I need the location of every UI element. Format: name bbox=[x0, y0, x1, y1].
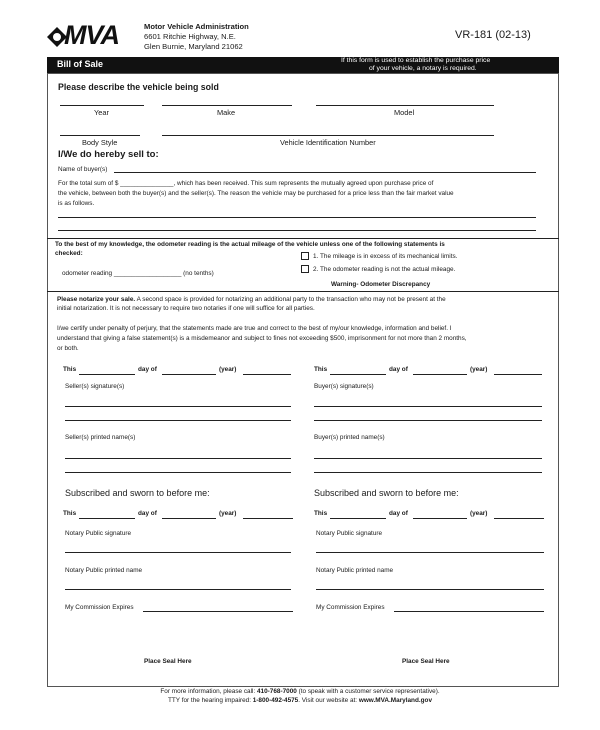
footer-website-link[interactable]: www.MVA.Maryland.gov bbox=[358, 697, 433, 704]
notary-note-line1: If this form is used to establish the purchase price bbox=[341, 57, 491, 64]
year-label: Year bbox=[94, 108, 109, 117]
seller-date-day-field[interactable] bbox=[79, 374, 135, 375]
footer-call-suffix: (to speak with a customer service representative). bbox=[296, 688, 440, 695]
agency-address-line1: 6601 Ritchie Highway, N.E. bbox=[144, 32, 236, 41]
left-notary-date-row bbox=[63, 510, 298, 522]
seller-date-month-field[interactable] bbox=[162, 374, 216, 375]
buyer-date-this: This bbox=[314, 366, 328, 373]
seller-signature-field-2[interactable] bbox=[65, 420, 291, 421]
seller-printed-field-1[interactable] bbox=[65, 458, 291, 459]
seller-date-this: This bbox=[63, 366, 77, 373]
model-field[interactable] bbox=[316, 105, 494, 106]
vin-label: Vehicle Identification Number bbox=[280, 138, 376, 147]
footer-line1 bbox=[0, 688, 600, 695]
buyer-printed-field-1[interactable] bbox=[314, 458, 542, 459]
sum-text-line1: For the total sum of $ _______________, which has been received. This sum represents the mutually agreed upon purchase price of bbox=[58, 180, 434, 187]
buyer-name-field[interactable] bbox=[114, 172, 536, 173]
left-notary-printed-label: Notary Public printed name bbox=[65, 567, 143, 574]
notary-section-divider bbox=[47, 291, 559, 292]
left-notary-signature-label: Notary Public signature bbox=[65, 530, 132, 537]
reason-field-1[interactable] bbox=[58, 217, 536, 218]
buyer-printed-label: Buyer(s) printed name(s) bbox=[314, 434, 385, 441]
buyer-name-label: Name of buyer(s) bbox=[58, 166, 108, 173]
left-notary-year-field[interactable] bbox=[243, 518, 293, 519]
right-notary-year-field[interactable] bbox=[494, 518, 544, 519]
odometer-statement-line2: checked: bbox=[55, 250, 83, 257]
vehicle-heading: Please describe the vehicle being sold bbox=[58, 82, 219, 92]
buyer-signature-field-1[interactable] bbox=[314, 406, 542, 407]
left-notary-day-of: day of bbox=[138, 510, 157, 517]
right-commission-label: My Commission Expires bbox=[316, 604, 385, 611]
sell-to-heading: I/We do hereby sell to: bbox=[58, 149, 159, 160]
notarize-intro-line1 bbox=[57, 296, 446, 303]
make-label: Make bbox=[217, 108, 236, 117]
right-notary-date-this: This bbox=[314, 510, 328, 517]
sum-text-line3: is as follows. bbox=[58, 200, 95, 207]
left-notary-day-field[interactable] bbox=[79, 518, 135, 519]
seller-date-row bbox=[63, 366, 293, 378]
certify-line2: understand that giving a false statement(s) is a misdemeanor and subject to fines not exceeding $500, imprisonment for not more than 2 months, bbox=[57, 335, 467, 342]
form-border bbox=[47, 73, 559, 687]
buyer-date-year-field[interactable] bbox=[494, 374, 542, 375]
seller-date-year: (year) bbox=[219, 366, 237, 373]
right-notary-year: (year) bbox=[470, 510, 488, 517]
buyer-date-day-field[interactable] bbox=[330, 374, 386, 375]
seller-signature-field-1[interactable] bbox=[65, 406, 291, 407]
footer-website-text: . Visit our website at: bbox=[298, 697, 359, 704]
footer-tty-text: TTY for the hearing impaired: bbox=[167, 697, 253, 704]
footer-phone[interactable]: 410-768-7000 bbox=[257, 688, 297, 695]
right-sworn-label: Subscribed and sworn to before me: bbox=[314, 488, 459, 498]
seller-date-day-of: day of bbox=[138, 366, 157, 373]
odometer-warning: Warning- Odometer Discrepancy bbox=[331, 281, 431, 288]
left-notary-printed-field[interactable] bbox=[65, 589, 291, 590]
model-label: Model bbox=[394, 108, 415, 117]
agency-name: Motor Vehicle Administration bbox=[144, 22, 249, 31]
right-commission-field[interactable] bbox=[394, 611, 544, 612]
body-style-label: Body Style bbox=[82, 138, 118, 147]
right-notary-month-field[interactable] bbox=[413, 518, 467, 519]
left-seal-label: Place Seal Here bbox=[144, 658, 192, 665]
year-field[interactable] bbox=[60, 105, 144, 106]
footer-line2 bbox=[0, 697, 600, 704]
left-notary-year: (year) bbox=[219, 510, 237, 517]
title-bar bbox=[47, 57, 559, 73]
left-notary-signature-field[interactable] bbox=[65, 552, 291, 553]
seller-signature-label: Seller(s) signature(s) bbox=[65, 383, 125, 390]
sum-text-line2: the vehicle, between both the buyer(s) and the seller(s). The reason the vehicle may be purchased for a price less than the fair market value bbox=[58, 190, 454, 197]
left-commission-label: My Commission Expires bbox=[65, 604, 134, 611]
buyer-date-month-field[interactable] bbox=[413, 374, 467, 375]
agency-address-line2: Glen Burnie, Maryland 21062 bbox=[144, 42, 243, 51]
buyer-signature-label: Buyer(s) signature(s) bbox=[314, 383, 374, 390]
seller-date-year-field[interactable] bbox=[243, 374, 291, 375]
notary-note-line2: of your vehicle, a notary is required. bbox=[369, 65, 477, 72]
certify-line1: I/we certify under penalty of perjury, that the statements made are true and correct to the best of my/our knowledge, information and belief. I bbox=[57, 325, 452, 332]
right-notary-day-of: day of bbox=[389, 510, 408, 517]
make-field[interactable] bbox=[162, 105, 292, 106]
right-notary-date-row bbox=[314, 510, 549, 522]
notarize-intro-text: A second space is provided for notarizing an additional party to the transaction who may not be present at the bbox=[135, 296, 446, 303]
right-notary-printed-field[interactable] bbox=[316, 589, 544, 590]
footer-tty[interactable]: 1-800-492-4575 bbox=[252, 697, 299, 704]
left-notary-date-this: This bbox=[63, 510, 77, 517]
odometer-section-divider bbox=[47, 238, 559, 239]
odometer-statement-line1: To the best of my knowledge, the odometer reading is the actual mileage of the vehicle unless one of the following statements is bbox=[55, 241, 445, 248]
reason-field-2[interactable] bbox=[58, 230, 536, 231]
footer-call-text: For more information, please call: bbox=[160, 688, 257, 695]
odometer-reading-label: odometer reading ___________________ (no tenths) bbox=[62, 270, 214, 277]
buyer-printed-field-2[interactable] bbox=[314, 472, 542, 473]
mileage-excess-checkbox[interactable] bbox=[301, 252, 309, 260]
right-notary-signature-field[interactable] bbox=[316, 552, 544, 553]
left-sworn-label: Subscribed and sworn to before me: bbox=[65, 488, 210, 498]
seller-printed-label: Seller(s) printed name(s) bbox=[65, 434, 136, 441]
mileage-excess-option: 1. The mileage is in excess of its mechanical limits. bbox=[313, 253, 458, 260]
body-style-field[interactable] bbox=[60, 135, 140, 136]
form-title: Bill of Sale bbox=[57, 59, 104, 69]
seller-printed-field-2[interactable] bbox=[65, 472, 291, 473]
notarize-intro-bold: Please notarize your sale. bbox=[57, 296, 136, 303]
mva-logo-text: MVA bbox=[64, 20, 119, 50]
buyer-date-row bbox=[314, 366, 544, 378]
buyer-signature-field-2[interactable] bbox=[314, 420, 542, 421]
left-notary-month-field[interactable] bbox=[162, 518, 216, 519]
mva-logo bbox=[46, 20, 138, 50]
right-notary-printed-label: Notary Public printed name bbox=[316, 567, 394, 574]
right-notary-signature-label: Notary Public signature bbox=[316, 530, 383, 537]
form-number: VR-181 (02-13) bbox=[455, 29, 531, 41]
not-actual-mileage-checkbox[interactable] bbox=[301, 265, 309, 273]
left-commission-field[interactable] bbox=[143, 611, 293, 612]
notarize-intro-line2: initial notarization. It is not necessary to require two notaries if one will suffice for all parties. bbox=[57, 305, 315, 312]
certify-line3: or both. bbox=[57, 345, 79, 352]
right-notary-day-field[interactable] bbox=[330, 518, 386, 519]
buyer-date-day-of: day of bbox=[389, 366, 408, 373]
not-actual-mileage-option: 2. The odometer reading is not the actual mileage. bbox=[313, 266, 456, 273]
buyer-date-year: (year) bbox=[470, 366, 488, 373]
vin-field[interactable] bbox=[162, 135, 494, 136]
right-seal-label: Place Seal Here bbox=[402, 658, 450, 665]
